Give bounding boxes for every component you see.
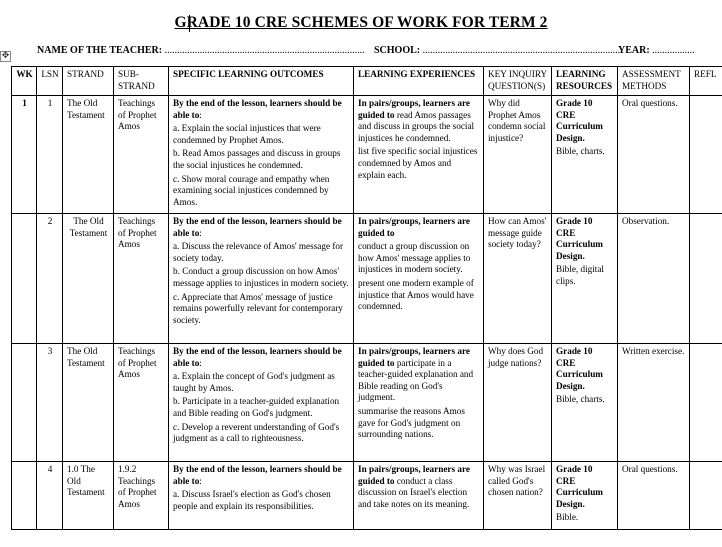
table-row — [12, 462, 722, 530]
lr-curriculum: Grade 10 CRE Curriculum Design. — [556, 346, 603, 391]
header-reflection: REFL — [690, 67, 722, 96]
header-learning-experiences: LEARNING EXPERIENCES — [354, 67, 484, 96]
lr-curriculum: Grade 10 CRE Curriculum Design. — [556, 464, 603, 509]
header-wk: WK — [12, 67, 37, 96]
header-learning-resources: LEARNING RESOURCES — [552, 67, 618, 96]
cell-learning-experiences[interactable] — [354, 462, 484, 530]
cell-assessment-methods[interactable]: Oral questions. — [618, 462, 690, 530]
cell-learning-experiences[interactable] — [354, 214, 484, 344]
slo-intro-tail: : — [199, 357, 202, 368]
le-intro: In pairs/groups, learners are guided to — [358, 216, 470, 238]
le-inline: read Amos passages and discuss in groups the social injustices he condemned. — [358, 109, 475, 143]
slo-item: c. Develop a reverent understanding of God's judgment as a call to righteousness. — [173, 421, 340, 444]
cell-key-inquiry-question[interactable]: Why does God judge nations? — [484, 344, 552, 462]
teacher-name-label: NAME OF THE TEACHER: — [37, 45, 163, 56]
le-intro: In pairs/groups, learners are guided to — [358, 464, 470, 486]
year-field[interactable]: ................. — [652, 45, 695, 56]
cell-sub-strand[interactable]: 1.9.2 Teachings of Prophet Amos — [114, 462, 169, 530]
cell-assessment-methods[interactable]: Observation. — [618, 214, 690, 344]
cell-week[interactable] — [12, 344, 37, 462]
cell-key-inquiry-question[interactable]: Why did Prophet Amos condemn social injustice? — [484, 96, 552, 214]
school-field[interactable]: ............................................................................... — [422, 45, 621, 56]
header-key-inquiry-questions: KEY INQUIRY QUESTION(S) — [484, 67, 552, 96]
header-specific-learning-outcomes: SPECIFIC LEARNING OUTCOMES — [169, 67, 354, 96]
table-row — [12, 96, 722, 214]
slo-intro-tail: : — [199, 475, 202, 486]
slo-item: c. Appreciate that Amos' message of justice remains powerfully relevant for contemporary society. — [173, 291, 343, 325]
schemes-of-work-table — [11, 66, 722, 530]
slo-item: b. Conduct a group discussion on how Amos' message applies to injustices in modern society. — [173, 266, 349, 288]
header-lsn: LSN — [37, 67, 63, 96]
cell-lesson[interactable]: 1 — [37, 96, 63, 214]
header-strand: STRAND — [63, 67, 114, 96]
slo-intro: By the end of the lesson, learners should be able to — [173, 464, 342, 486]
slo-intro: By the end of the lesson, learners should be able to — [173, 216, 342, 238]
slo-item: c. Show moral courage and empathy when examining social injustices condemned by Amos. — [173, 173, 330, 207]
school-label: SCHOOL: — [374, 45, 421, 56]
slo-item: b. Participate in a teacher-guided explanation and Bible reading on God's judgment. — [173, 396, 340, 418]
cell-sub-strand[interactable]: Teachings of Prophet Amos — [114, 96, 169, 214]
le-inline: participate in a teacher-guided explanation and Bible reading on God's judgment. — [358, 357, 474, 403]
cell-reflection[interactable] — [690, 344, 722, 462]
cell-sub-strand[interactable]: Teachings of Prophet Amos — [114, 344, 169, 462]
cell-week[interactable] — [12, 214, 37, 344]
cell-reflection[interactable] — [690, 214, 722, 344]
le-item: summarise the reasons Amos gave for God's judgment on surrounding nations. — [358, 405, 465, 440]
table-header-row — [12, 67, 722, 96]
lr-materials: Bible, charts. — [556, 394, 605, 405]
cell-strand[interactable]: The Old Testament — [63, 344, 114, 462]
le-intro: In pairs/groups, learners are guided to — [358, 346, 470, 368]
cell-lesson[interactable]: 3 — [37, 344, 63, 462]
slo-intro: By the end of the lesson, learners should be able to — [173, 346, 342, 368]
cell-sub-strand[interactable]: Teachings of Prophet Amos — [114, 214, 169, 344]
document-title: GRADE 10 CRE SCHEMES OF WORK FOR TERM 2 — [174, 14, 548, 31]
table-row — [12, 344, 722, 462]
cell-strand[interactable]: 1.0 The Old Testament — [63, 462, 114, 530]
cell-lesson[interactable]: 2 — [37, 214, 63, 344]
cell-learning-resources[interactable] — [552, 214, 618, 344]
cell-strand[interactable]: The Old Testament — [63, 96, 114, 214]
cell-assessment-methods[interactable]: Oral questions. — [618, 96, 690, 214]
slo-intro-tail: : — [199, 109, 202, 120]
slo-item: a. Discuss Israel's election as God's chosen people and explain its responsibilities. — [173, 489, 331, 511]
slo-item: b. Read Amos passages and discuss in groups the social injustices he condemned. — [173, 148, 341, 170]
lr-materials: Bible, digital clips. — [556, 264, 604, 286]
slo-intro: By the end of the lesson, learners should be able to — [173, 98, 342, 120]
lr-materials: Bible, charts. — [556, 146, 605, 157]
year-line — [618, 45, 695, 56]
cell-learning-resources[interactable] — [552, 462, 618, 530]
cell-assessment-methods[interactable]: Written exercise. — [618, 344, 690, 462]
slo-item: a. Explain the social injustices that were condemned by Prophet Amos. — [173, 123, 321, 145]
cell-learning-resources[interactable] — [552, 96, 618, 214]
le-intro: In pairs/groups, learners are guided to — [358, 98, 470, 120]
slo-item: a. Discuss the relevance of Amos' message for society today. — [173, 241, 344, 263]
lr-curriculum: Grade 10 CRE Curriculum Design. — [556, 216, 603, 261]
cell-specific-learning-outcomes[interactable] — [169, 462, 354, 530]
cell-learning-experiences[interactable] — [354, 344, 484, 462]
header-sub-strand — [114, 67, 169, 96]
school-line — [374, 45, 620, 56]
cell-key-inquiry-question[interactable]: How can Amos' message guide society today? — [484, 214, 552, 344]
cell-week[interactable] — [12, 462, 37, 530]
lr-curriculum: Grade 10 CRE Curriculum Design. — [556, 98, 603, 143]
cell-strand[interactable]: The Old Testament — [63, 214, 114, 344]
cell-specific-learning-outcomes[interactable] — [169, 214, 354, 344]
table-move-handle-icon[interactable]: ✥ — [1, 51, 10, 61]
cell-reflection[interactable] — [690, 462, 722, 530]
cell-learning-experiences[interactable] — [354, 96, 484, 214]
cell-specific-learning-outcomes[interactable] — [169, 344, 354, 462]
header-sub-strand-text: SUB- STRAND — [118, 69, 155, 91]
le-item: present one modern example of injustice that Amos would have condemned. — [358, 277, 474, 312]
header-assessment-methods: ASSESSMENT METHODS — [618, 67, 690, 96]
le-item: list five specific social injustices condemned by Amos and explain each. — [358, 146, 478, 180]
cell-specific-learning-outcomes[interactable] — [169, 96, 354, 214]
cell-reflection[interactable] — [690, 96, 722, 214]
teacher-name-field[interactable]: ................................................................................ — [164, 45, 365, 56]
cell-lesson[interactable]: 4 — [37, 462, 63, 530]
table-row — [12, 214, 722, 344]
year-label: YEAR: — [618, 45, 650, 56]
slo-item: a. Explain the concept of God's judgment as taught by Amos. — [173, 371, 335, 393]
slo-intro-tail: : — [199, 227, 202, 238]
cell-key-inquiry-question[interactable]: Why was Israel called God's chosen nation? — [484, 462, 552, 530]
teacher-name-line — [37, 45, 365, 56]
le-inline: conduct a class discussion on Israel's election and take notes on its meaning. — [358, 475, 470, 509]
lr-materials: Bible. — [556, 512, 579, 523]
le-item: conduct a group discussion on how Amos' message applies to injustices in modern society. — [358, 241, 471, 275]
cell-learning-resources[interactable] — [552, 344, 618, 462]
table-body — [12, 96, 722, 530]
cell-week[interactable]: 1 — [12, 96, 37, 214]
